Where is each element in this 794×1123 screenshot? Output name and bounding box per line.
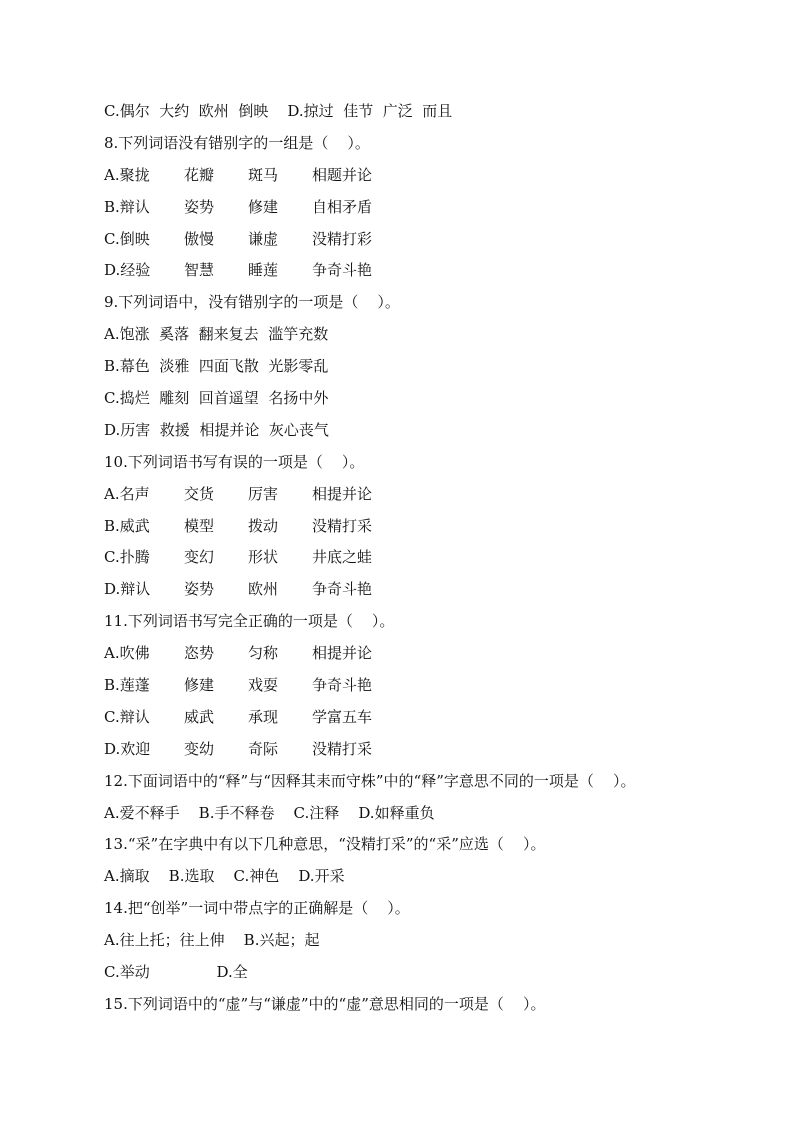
answer-option-row [104,255,744,287]
option-word: 戏耍 [248,676,279,695]
question-stem: 9.下列词语中，没有错别字的一项是（ ）。 [104,293,400,312]
option-word: 模型 [184,516,215,535]
option-word: 智慧 [184,261,215,280]
option-word: A.聚拢 [104,165,150,184]
option-word: B.辩认 [104,197,150,216]
answer-option-row [104,511,744,543]
option-word: 姿势 [184,580,215,599]
answer-option-row [104,479,744,511]
answer-option-row [104,670,744,702]
question-stem: 13.“采”在字典中有以下几种意思，“没精打采”的“采”应选（ ）。 [104,835,546,854]
option-word: 谦虚 [248,229,279,248]
option-word: 修建 [248,197,279,216]
option-word: 厉害 [248,484,279,503]
option-word: 恣势 [184,644,215,663]
question-stem: 11.下列词语书写完全正确的一项是（ ）。 [104,612,395,631]
option-word: B.莲蓬 [104,676,150,695]
option-word: 没精打采 [312,739,373,758]
question-stem: 15.下列词语中的“虚”与“谦虚”中的“虚”意思相同的一项是（ ）。 [104,994,546,1013]
option-word: A.名声 [104,484,150,503]
answer-option-row [104,734,744,766]
answer-option-line: C.偶尔 大约 欧州 倒映 D.掠过 佳节 广泛 而且 [104,102,453,120]
option-word: 自相矛盾 [312,197,373,216]
option-word: 睡莲 [248,261,279,280]
question-stem: 12.下面词语中的“释”与“因释其耒而守株”中的“释”字意思不同的一项是（ ）。 [104,771,636,790]
option-word: A.吹佛 [104,644,150,663]
option-word: 拨动 [248,516,279,535]
worksheet-page [104,96,744,1021]
option-word: 斑马 [248,165,279,184]
answer-option-row [104,542,744,574]
option-word: D.欢迎 [104,739,151,758]
option-word: 争奇斗艳 [312,676,373,695]
option-word: C.扑腾 [104,548,150,567]
option-word: C.倒映 [104,229,150,248]
option-word: D.经验 [104,261,151,280]
option-word: 花瓣 [184,165,215,184]
option-word: 争奇斗艳 [312,580,373,599]
option-word: 交货 [184,484,215,503]
question-stem: 10.下列词语书写有误的一项是（ ）。 [104,452,365,471]
option-word: 变幼 [184,739,215,758]
option-word: 奇际 [248,739,279,758]
option-word: 承现 [248,707,279,726]
option-word: C.辩认 [104,707,150,726]
option-word: 修建 [184,676,215,695]
option-word: B.威武 [104,516,150,535]
option-word: 学富五车 [312,707,373,726]
answer-option-line: C.捣烂 雕刻 回首遥望 名扬中外 [104,389,329,408]
option-word: 变幻 [184,548,215,567]
option-word: 井底之蛙 [312,548,373,567]
answer-option-line: A.摘取 B.选取 C.神色 D.开采 [104,867,345,886]
answer-option-row [104,224,744,256]
option-word: 形状 [248,548,279,567]
option-word: 相提并论 [312,484,373,503]
option-word: 姿势 [184,197,215,216]
option-word: 傲慢 [184,229,215,248]
question-stem: 14.把“创举”一词中带点字的正确解是（ ）。 [104,899,410,918]
option-word: 没精打彩 [312,229,373,248]
answer-option-row [104,160,744,192]
answer-option-row [104,702,744,734]
option-word: 威武 [184,707,215,726]
option-word: 欧州 [248,580,279,599]
answer-option-row [104,192,744,224]
answer-option-line: A.爱不释手 B.手不释卷 C.注释 D.如释重负 [104,803,435,822]
answer-option-row [104,574,744,606]
answer-option-line: B.幕色 淡雅 四面飞散 光影零乱 [104,357,329,376]
option-word: 相提并论 [312,644,373,663]
option-word: 相题并论 [312,165,373,184]
question-stem: 8.下列词语没有错别字的一组是（ ）。 [104,133,370,152]
option-word: 没精打采 [312,516,373,535]
answer-option-row [104,638,744,670]
answer-option-line: A.饱涨 奚落 翻来复去 滥竽充数 [104,325,329,344]
option-word: D.辩认 [104,580,151,599]
option-word: 争奇斗艳 [312,261,373,280]
answer-option-line: C.举动 D.全 [104,963,248,982]
answer-option-line: A.往上托；往上伸 B.兴起；起 [104,931,320,950]
option-word: 匀称 [248,644,279,663]
answer-option-line: D.历害 救援 相提并论 灰心丧气 [104,420,329,439]
